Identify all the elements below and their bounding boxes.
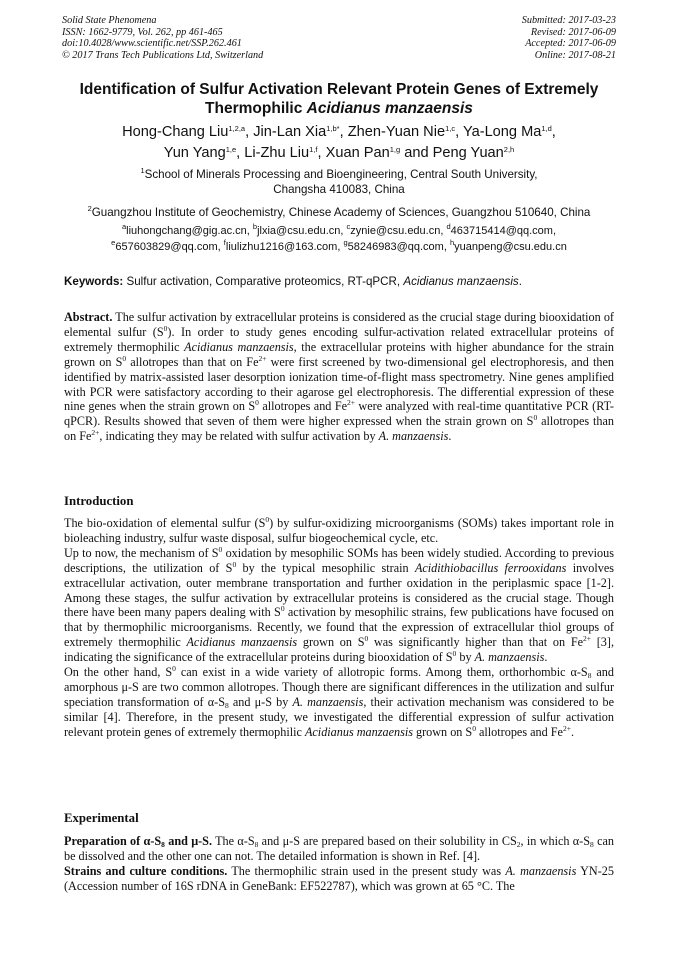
prep-paragraph: Preparation of $\alpha-S_8$ and μ-S. The $\alpha-S_8$ and μ-S are prepared based on their solubility in $CS_2$, in which $\alpha-S_8$ can be dissolved and the other one can not. The detailed information is shown in Ref. [4]. <box>64 834 614 863</box>
introduction-heading: Introduction <box>64 494 134 508</box>
keywords-label: Keywords: <box>64 275 124 288</box>
author: Zhen-Yuan Nie$^{1,c}$ <box>347 124 456 140</box>
title-line-2 <box>40 100 638 119</box>
author: Jin-Lan Xia$^{1,b*}$ <box>253 124 340 140</box>
title-prefix: Thermophilic <box>205 99 307 117</box>
author: Xuan Pan$^{1,g}$ <box>325 145 401 161</box>
email-d[interactable]: 463715414@qq.com <box>450 225 553 237</box>
affiliation-1: $^1$School of Minerals Processing and Bioengineering, Central South University, Changsha 410083, China <box>140 166 538 196</box>
paper-title <box>40 81 638 118</box>
accepted-date: Accepted: 2017-06-09 <box>525 38 616 50</box>
author: Peng Yuan$^{2,h}$ <box>432 145 515 161</box>
author-list: Hong-Chang Liu$^{1,2,a}$, Jin-Lan Xia$^{1,b*}$, Zhen-Yuan Nie$^{1,c}$, Ya-Long Ma$^{1,d}$, Yun Yang$^{1,e}$, Li-Zhu Liu$^{1,f}$, Xuan Pan$^{1,g}$ and Peng Yuan$^{2,h}$ <box>122 124 556 161</box>
journal-name: Solid State Phenomena <box>62 15 157 26</box>
abstract: Abstract. The sulfur activation by extracellular proteins is considered as the crucial stage during biooxidation of elemental sulfur $(S^0)$. In order to study genes encoding sulfur-activation related extracellular proteins of extremely thermophilic Acidianus manzaensis, the extracellular proteins with higher abundance for the strain grown on $S^0$ allotropes than that on $Fe^{2+}$ were first screened by two-dimensional gel electrophoresis, and then identified by matrix-assisted laser desorption ionization time-of-flight mass spectrometry. Nine genes amplified with PCR were satisfactory according to their agarose gel electrophoresis. The differential expression of these nine genes when the strain grown on $S^0$ allotropes and $Fe^{2+}$ were analyzed with real-time quantitative PCR (RT-qPCR). Results showed that seven of them were higher expressed when the strain grown on $S^0$ allotropes than on $Fe^{2+}$, indicating they may be related with sulfur activation by A. manzaensis. <box>64 310 615 444</box>
email-c[interactable]: zynie@csu.edu.cn <box>350 225 441 237</box>
email-g[interactable]: 58246983@qq.com <box>347 240 444 253</box>
issn-line: ISSN: 1662-9779, Vol. 262, pp 461-465 <box>62 26 223 38</box>
experimental-body <box>64 834 614 894</box>
experimental-heading: Experimental <box>64 811 139 825</box>
abstract-label: Abstract. <box>64 310 113 324</box>
strains-paragraph: Strains and culture conditions. The thermophilic strain used in the present study was A. manzaensis YN-25 (Accession number of 16S rDNA in GeneBank: EF522787), which was grown at 65 °C. The <box>64 863 614 893</box>
author: Yun Yang$^{1,e}$ <box>163 145 237 161</box>
email-f[interactable]: liulizhu1216@163.com <box>225 240 338 253</box>
copyright-line: © 2017 Trans Tech Publications Ltd, Switzerland <box>62 49 264 61</box>
submitted-date: Submitted: 2017-03-23 <box>521 15 616 26</box>
email-b[interactable]: jlxia@csu.edu.cn <box>257 225 341 237</box>
revised-date: Revised: 2017-06-09 <box>530 26 616 38</box>
author: Li-Zhu Liu$^{1,f}$ <box>244 145 318 161</box>
email-h[interactable]: yuanpeng@csu.edu.cn <box>454 240 567 253</box>
affiliation-2: $^2$Guangzhou Institute of Geochemistry, Chinese Academy of Sciences, Guangzhou 510640, China <box>87 204 591 219</box>
doi-line: doi:10.4028/www.scientific.net/SSP.262.461 <box>62 38 242 50</box>
intro-paragraph-2: Up to now, the mechanism of $S^0$ oxidation by mesophilic SOMs has been widely studied. According to previous descriptions, the utilization of $S^0$ by the typical mesophilic strain Acidithiobacillus ferrooxidans involves extracellular activation, outer membrane transportation and further oxidation in the periplasmic space [1-2]. Among these stages, the sulfur activation by extracellular proteins is considered as the crucial stage. Though there have been many papers dealing with $S^0$ activation by mesophilic strains, few publications have focused on that by thermophilic microorganisms. Recently, we found that the expression of extracellular thiol groups of extremely thermophilic Acidianus manzaensis grown on $S^0$ was significantly higher than that on $Fe^{2+}$ [3], indicating the significance of the extracellular proteins during biooxidation of $S^0$ by A. manzaensis. <box>64 544 614 665</box>
title-line-1: Identification of Sulfur Activation Relevant Protein Genes of Extremely <box>79 81 599 98</box>
email-e[interactable]: 657603829@qq.com <box>115 240 218 253</box>
introduction-body <box>64 516 614 740</box>
author: Ya-Long Ma$^{1,d}$ <box>462 124 552 140</box>
email-a[interactable]: liuhongchang@gig.ac.cn <box>126 225 247 237</box>
online-date: Online: 2017-08-21 <box>534 49 616 61</box>
intro-paragraph-1: The bio-oxidation of elemental sulfur $(S^0)$ by sulfur-oxidizing microorganisms (SOMs) takes important role in bioleaching industry, sulfur waste disposal, sulfur biogeochemical cycle, etc. <box>64 515 614 545</box>
journal-info <box>62 15 263 61</box>
keywords: Keywords: Sulfur activation, Comparative proteomics, RT-qPCR, Acidianus manzaensis. <box>64 275 522 288</box>
dates-info <box>522 15 616 61</box>
email-list: $^a$liuhongchang@gig.ac.cn, $^b$jlxia@csu.edu.cn, $^c$zynie@csu.edu.cn, $^d$463715414@qq.com, $^e$657603829@qq.com, $^f$liulizhu1216@163.com, $^g$58246983@qq.com, $^h$yuanpeng@csu.edu.cn <box>111 222 567 253</box>
author: Hong-Chang Liu$^{1,2,a}$ <box>122 124 246 140</box>
title-species: Acidianus manzaensis <box>306 99 473 117</box>
intro-paragraph-3: On the other hand, $S^0$ can exist in a wide variety of allotropic forms. Among them, orthorhombic $\alpha-S_8$ and amorphous μ-S are two common allotropes. Though there are significant differences in the utilization and sulfur speciation transformation of $\alpha-S_8$ and μ-S by A. manzaensis, their activation mechanism was considered to be similar [4]. Therefore, in the present study, we investigated the differential expression of sulfur activation relevant protein genes of extremely thermophilic Acidianus manzaensis grown on $S^0$ allotropes and $Fe^{2+}$. <box>64 664 614 739</box>
